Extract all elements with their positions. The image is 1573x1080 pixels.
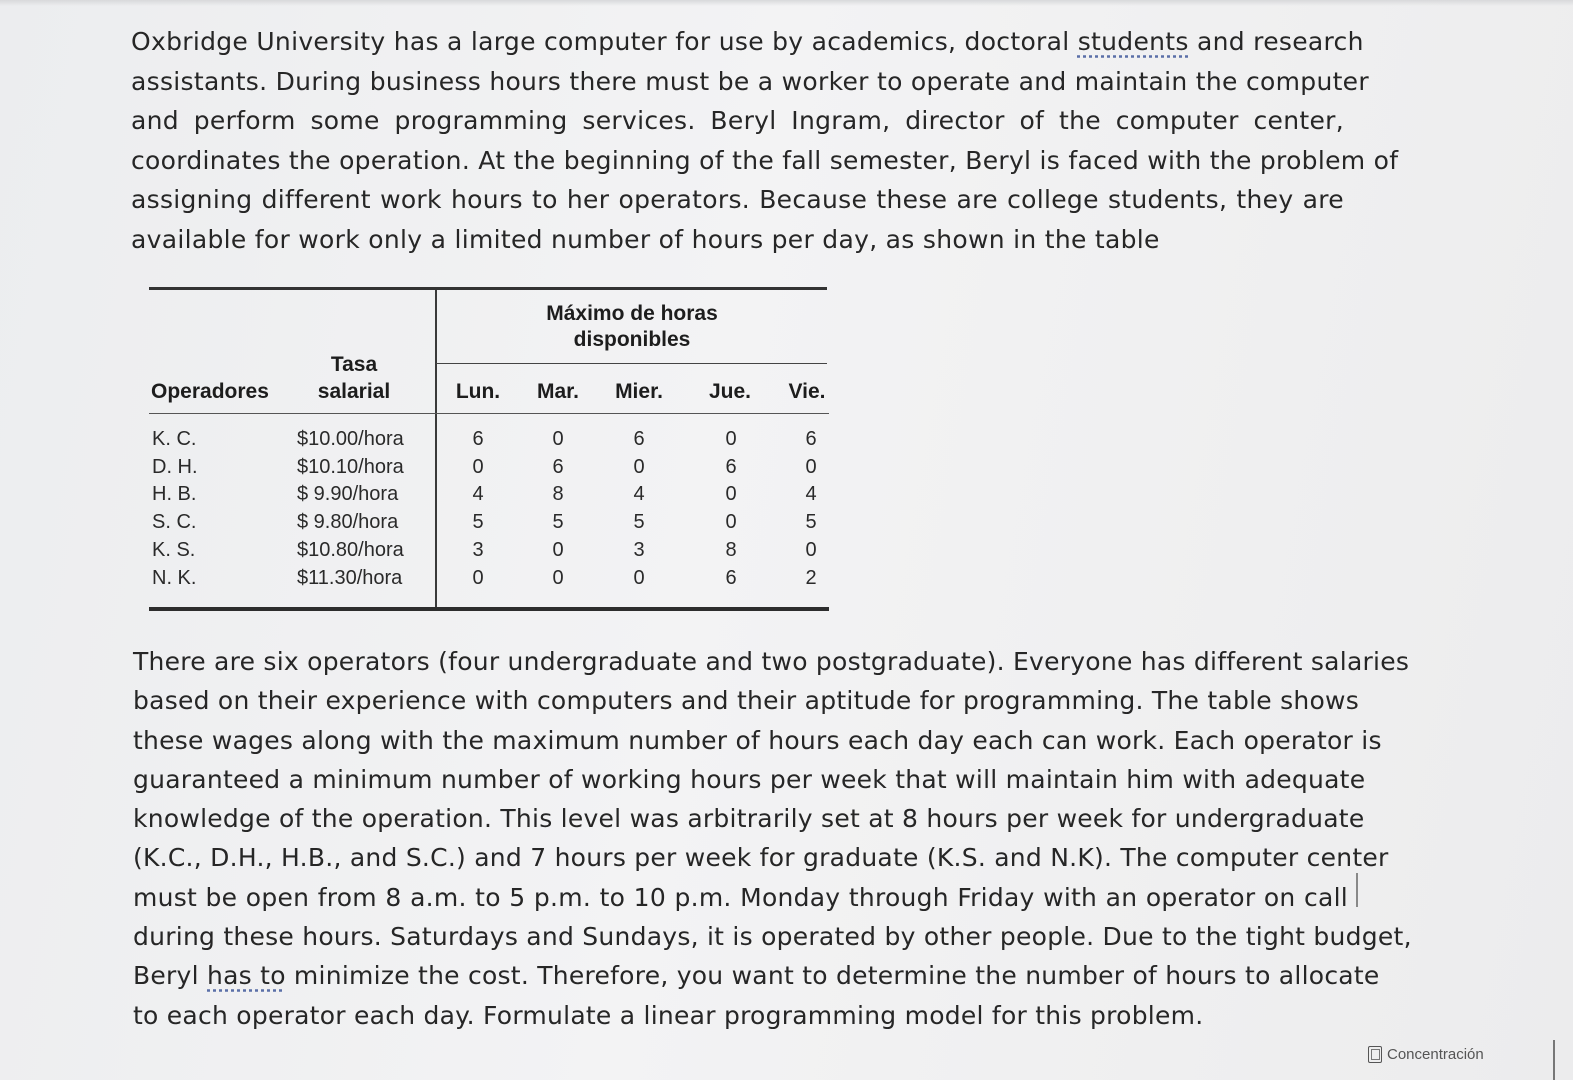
operator-rate: $10.00/hora (297, 428, 404, 450)
hours-cell: 5 (633, 511, 645, 534)
hours-cell: 8 (552, 483, 564, 506)
text-line (131, 22, 1364, 62)
operator-rate: $10.80/hora (297, 538, 404, 561)
operator-rate: $11.30/hora (297, 566, 403, 589)
hours-cell: 0 (725, 511, 737, 534)
hours-cell: 0 (633, 455, 645, 478)
text-line: to each operator each day. Formulate a linear programming model for this problem. (133, 1000, 1204, 1030)
page-top-edge (0, 0, 1573, 6)
hours-cell: 6 (633, 428, 645, 450)
text-line: these wages along with the maximum number of hours each day each can work. Each operator is (133, 725, 1382, 755)
problem-paragraph (133, 642, 1412, 1035)
text-span: and research (1188, 27, 1364, 56)
operator-name: D. H. (152, 455, 198, 478)
operator-name: N. K. (152, 566, 197, 589)
operator-name: K. S. (152, 538, 196, 561)
text-span: Beryl (133, 961, 207, 991)
day-header: Lun. (455, 380, 501, 403)
text-cursor (1356, 873, 1358, 907)
table-top-rule (149, 287, 827, 290)
focus-icon (1368, 1046, 1382, 1063)
hours-cell: 4 (633, 483, 645, 506)
text-line: available for work only a limited number of hours per day, as shown in the table (131, 224, 1160, 254)
focus-mode-label: Concentración (1387, 1046, 1484, 1063)
text-line: assistants. During business hours there must be a worker to operate and maintain the computer (131, 66, 1369, 96)
hours-cell: 4 (805, 483, 817, 506)
hours-cell: 0 (552, 538, 564, 561)
table-bottom-rule (149, 607, 829, 611)
day-header: Jue. (708, 380, 752, 403)
group-header-line: disponibles (573, 328, 691, 351)
hours-cell: 6 (725, 455, 737, 478)
hours-cell: 0 (552, 566, 564, 589)
day-header: Vie. (788, 380, 826, 403)
operator-name: H. B. (152, 483, 197, 506)
text-line: assigning different work hours to her operators. Because these are college students, they are (131, 185, 1344, 214)
hours-cell: 0 (805, 538, 817, 561)
hours-cell: 3 (472, 538, 484, 561)
focus-mode-button[interactable] (1368, 1046, 1484, 1063)
hours-cell: 2 (805, 566, 817, 589)
hours-cell: 4 (472, 483, 484, 506)
text-span: Oxbridge University has a large computer for use by academics, doctoral (131, 27, 1078, 56)
hours-cell: 0 (633, 566, 645, 589)
hours-cell: 8 (725, 538, 737, 561)
text-line: There are six operators (four undergraduate and two postgraduate). Everyone has different salaries (133, 647, 1410, 676)
operator-name: S. C. (152, 511, 197, 534)
intro-paragraph (131, 22, 1399, 259)
operator-rate: $10.10/hora (297, 455, 404, 478)
operator-rate: $ 9.80/hora (297, 511, 399, 534)
hours-cell: 0 (725, 483, 737, 506)
operator-name: K. C. (152, 428, 197, 450)
text-line: and perform some programming services. Beryl Ingram, director of the computer center, (131, 106, 1344, 135)
group-header (437, 301, 827, 353)
text-line: (K.C., D.H., H.B., and S.C.) and 7 hours per week for graduate (K.S. and N.K). The computer center (133, 843, 1389, 873)
grammar-check-phrase[interactable]: has to (207, 961, 286, 991)
text-line: during these hours. Saturdays and Sundays, it is operated by other people. Due to the tight budget, (133, 922, 1412, 952)
hours-cell: 6 (472, 428, 484, 450)
header-rule (149, 413, 829, 414)
text-line: must be open from 8 a.m. to 5 p.m. to 10 p.m. Monday through Friday with an operator on call (133, 882, 1348, 912)
day-header: Mier. (615, 380, 663, 403)
hours-cell: 6 (725, 566, 737, 589)
text-line: guaranteed a minimum number of working hours per week that will maintain him with adequate (133, 764, 1366, 794)
window-edge (1553, 1040, 1555, 1080)
rate-header-line1: Tasa (330, 353, 378, 376)
text-line: based on their experience with computers and their aptitude for programming. The table shows (133, 686, 1359, 716)
rate-header-line2: salarial (317, 380, 391, 403)
day-header: Mar. (536, 380, 580, 403)
hours-cell: 5 (805, 511, 817, 534)
hours-cell: 0 (472, 566, 484, 589)
text-span: minimize the cost. Therefore, you want to determine the number of hours to allocate (285, 961, 1380, 991)
operator-rate: $ 9.90/hora (297, 483, 399, 506)
hours-cell: 6 (552, 455, 564, 478)
hours-cell: 5 (472, 511, 484, 534)
hours-cell: 0 (472, 455, 484, 478)
hours-cell: 5 (552, 511, 564, 534)
text-line: knowledge of the operation. This level was arbitrarily set at 8 hours per week for undergraduate (133, 804, 1365, 834)
hours-cell: 6 (805, 428, 817, 450)
hours-cell: 0 (725, 428, 737, 450)
hours-cell: 0 (552, 428, 564, 450)
hours-cell: 3 (633, 538, 645, 561)
availability-table (149, 287, 829, 612)
text-line (133, 956, 1380, 995)
group-header-rule (436, 363, 827, 364)
text-line: coordinates the operation. At the beginning of the fall semester, Beryl is faced with the problem of (131, 145, 1399, 175)
spellcheck-word[interactable]: students (1077, 27, 1189, 56)
hours-cell: 0 (805, 455, 817, 478)
operators-header: Operadores (151, 380, 269, 403)
group-header-line: Máximo de horas (546, 302, 718, 325)
